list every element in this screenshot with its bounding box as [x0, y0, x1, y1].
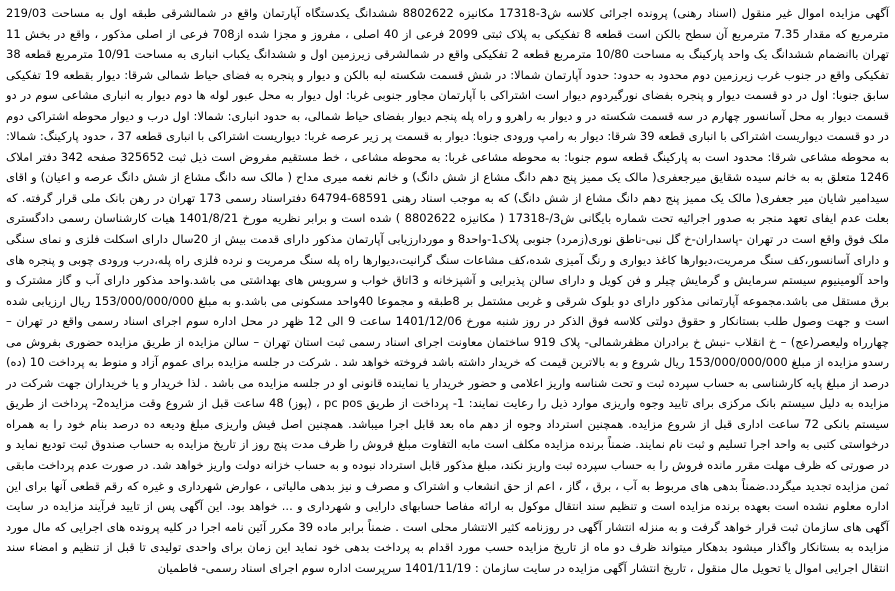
auction-notice-text: آگهی مزایده اموال غیر منقول (اسناد رهنی) پرونده اجرائی کلاسه ش‌3-17318 مکانیزه 8802622 ششدانگ یکدستگاه آپارتمان واقع در شمالشرقی طبقه اول به مساحت 219/03 مترمربع که مقدار 7.35 مترمربع آن سطح بالکن است قطعه 8 تفکیکی به پلاک ثبتی 2099 فرعی از 40 اصلی ، مفروز و مجزا شده از708 فرعی از اصلی مذکور ، واقع در بخش 11 تهران باانضمام ششدانگ یک واحد پارکینگ به مساحت 10/80 مترمربع قطعه 2 تفکیکی واقع در شمالشرقی زیرزمین اول و ششدانگ یکباب انباری به مساحت 10/91 مترمربع قطعه 38 تفکیکی واقع در جنوب غرب زیرزمین دوم محدود به حدود: حدود آپارتمان شمالا: در شش قسمت شکسته لبه بالکن و دیوار و پنجره به فضای حیاط شمالی شرقا: دیوار بقطعه 19 تفکیکی سابق جنوبا: اول در دو قسمت دیوار و پنجره بفضای نورگیردوم دیوار است اشتراکی با آپارتمان مجاور جنوبی غربا: اول دیوار به محل عبور لوله ها دوم دیوار به انباری مشاعی سوم در دو قسمت دیوار به محل آسانسور چهارم در سه قسمت شکسته در و دیوار به راهرو و راه پله پنجم دیوار بفضای حیاط شمالی، به حدود انباری: شمالا: اول درب و دیوار محوطه اشتراکی دوم در دو قسمت دیواریست اشتراکی با انباری قطعه 39 شرقا: دیوار به رامپ ورودی جنوبا: دیوار به قسمت پر زیر عرصه غربا: دیواریست اشتراکی با انباری قطعه 37 ، حدود پارکینگ: شمالا: به محوطه مشاعی شرقا: محدود است به پارکینگ قطعه سوم جنوبا: به محوطه مشاعی غربا: به محوطه مشاعی ، خط مستقیم مفروض است ذیل ثبت 325652 صفحه 342 دفتر املاک 1246 متعلق به به خانم سیده شقایق میرجعفری( مالک یک ممیز پنج دهم دانگ مشاع از شش دانگ) و خانم نغمه میری مداح ( مالک سه دانگ مشاع از شش دانگ عرصه و اعیان) و اقای سیدامیر شایان میر جعفری( مالک یک ممیز پنج دهم دانگ مشاع از شش دانگ) که به موجب اسناد رهنی 68591-64794 دفتراسناد رسمی 173 تهران در رهن بانک ملی قرار گرفته. که بعلت عدم ایفای تعهد منجر به صدور اجرائیه تحت شماره بایگانی ش3/-17318 ( مکانیزه 8802622 ) شده است و برابر نظریه مورخ 1401/8/21 هیات کارشناسان رسمی دادگستری ملک فوق واقع است در تهران -پاسداران-خ گل نبی-ناطق نوری(زمرد) جنوبی پلاک1-واحد8 و موردارزیابی آپارتمان مذکور دارای قدمت بیش از 20سال دارای اسکلت فلزی و نمای سنگی و دارای آسانسور،کف سنگ مرمریت،دیوارها کاغذ دیواری و رنگ آمیزی شده،کف مشاعات سنگ گرانیت،دیوارها راه پله سنگ مرمریت و نرده فلزی راه پله،درب ورودی چوبی و پنجره های واحد آلومینیوم سیستم سرمایش و گرمایش چیلر و فن کویل و دارای سالن پذیرایی و آشپزخانه و 3اتاق خواب و سرویس های بهداشتی می باشد.واحد مذکور دارای آب و گاز مشترک و برق مستقل می باشد.مجموعه آپارتمانی مذکور دارای دو بلوک شرقی و غربی مشتمل بر 8طبقه و مجموعا 40واحد مسکونی می باشد.و به مبلغ 153/000/000/000 ریال ارزیابی شده است و جهت وصول طلب بستانکار و حقوق دولتی کلاسه فوق الذکر در روز شنبه مورخ 1401/12/06 ساعت 9 الی 12 ظهر در محل اداره سوم اجرای اسناد رسمی واقع در تهران – چهارراه ولیعصر(عج) – خ انقلاب -نبش خ برادران مظفرشمالی- پلاک 919 ساختمان معاونت اجرای اسناد رسمی ثبت استان تهران – سالن مزایده از طریق مزایده حضوری بفروش می رسدو مزایده از مبلغ 153/000/000/000 ریال شروع و به بالاترین قیمت که خریدار داشته باشد فروخته خواهد شد . شرکت در جلسه مزایده برای عموم آزاد و منوط به پرداخت 10 (ده) درصد از مبلغ پایه کارشناسی به حساب سپرده ثبت و تحت شناسه واریز اعلامی و حضور خریدار یا نماینده قانونی او در جلسه مزایده می باشد . لذا خریدار و یا خریداران جهت شرکت در مزایده به دلیل سیستم بانک مرکزی برای تایید وجوه واریزی موارد ذیل را رعایت نمایند: 1- پرداخت از طریق pc pos ، (پوز) 48 ساعت قبل از شروع وقت مزایده2- پرداخت از طریق سیستم بانکی 72 ساعت اداری قبل از شروع مزایده. همچنین استرداد وجوه از دهم ماه بعد قابل اجرا میباشد. همچنین اصل فیش واریزی مبلغ ودیعه ده درصد بنام خود را به همراه درخواستی کتبی به واحد اجرا تسلیم و ثبت نام نمایند. ضمناً برنده مزایده مکلف است مابه التفاوت مبلغ فروش را ظرف مدت پنج روز از تاریخ مزایده به حساب صندوق ثبت تودیع نماید و در صورتی که ظرف مهلت مقرر مانده فروش را به حساب سپرده ثبت واریز نکند، مبلغ مذکور قابل استرداد نبوده و به حساب خزانه دولت واریز خواهد شد. در صورت عدم پرداخت مابقی ثمن مزایده تجدید میگردد.ضمناً بدهی های مربوط به آب ، برق ، گاز ، اعم از حق انشعاب و اشتراک و مصرف و نیز بدهی مالیاتی ، عوارض شهرداری و غیره که رقم قطعی آنها برای این اداره معلوم نشده است بعهده برنده مزایده است و تنظیم سند انتقال موکول به ارائه مفاصا حسابهای دارایی و شهرداری و ... خواهد بود. این آگهی پس از تایید فرآیند مزایده در سایت آگهی های سازمان ثبت قرار خواهد گرفت و به منزله انتشار آگهی در روزنامه کثیر الانتشار محلی است . ضمناً برابر ماده 39 مکرر آئین نامه اجرا در کلیه پرونده های اجرایی که مال مورد مزایده به بستانکار واگذار میشود بدهکار میتواند ظرف دو ماه از تاریخ مزایده حسب مورد اقدام به پرداخت بدهی خود نماید این زمان برای واحدی تولیدی تا قبل از تنظیم و امضاء سند انتقال اجرایی اموال یا تحویل مال منقول ، تاریخ انتشار آگهی مزایده در سایت سازمان : 1401/11/19 سرپرست اداره سوم اجرای اسناد رسمی- فاطمیان	[6, 6, 890, 575]
